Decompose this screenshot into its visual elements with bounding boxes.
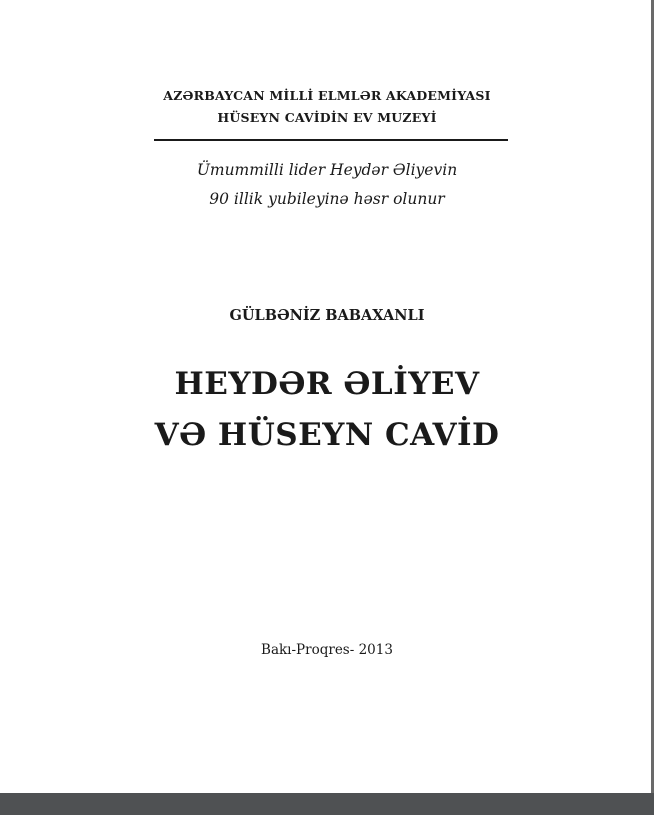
- publisher-imprint: Bakı-Proqres- 2013: [261, 642, 393, 658]
- author-name: GÜLBƏNİZ BABAXANLI: [229, 307, 425, 324]
- museum-name: HÜSEYN CAVİDİN EV MUZEYİ: [217, 110, 437, 125]
- book-title-line-2: VƏ HÜSEYN CAVİD: [154, 417, 500, 453]
- dedication-line-2: 90 illik yubileyinə həsr olunur: [209, 190, 445, 208]
- dedication-line-1: Ümummilli lider Heydər Əliyevin: [196, 161, 458, 179]
- header-divider: [154, 139, 508, 141]
- viewer-bottom-bar: [0, 793, 654, 815]
- book-title-line-1: HEYDƏR ƏLİYEV: [174, 366, 480, 402]
- institution-name: AZƏRBAYCAN MİLLİ ELMLƏR AKADEMİYASI: [163, 88, 491, 103]
